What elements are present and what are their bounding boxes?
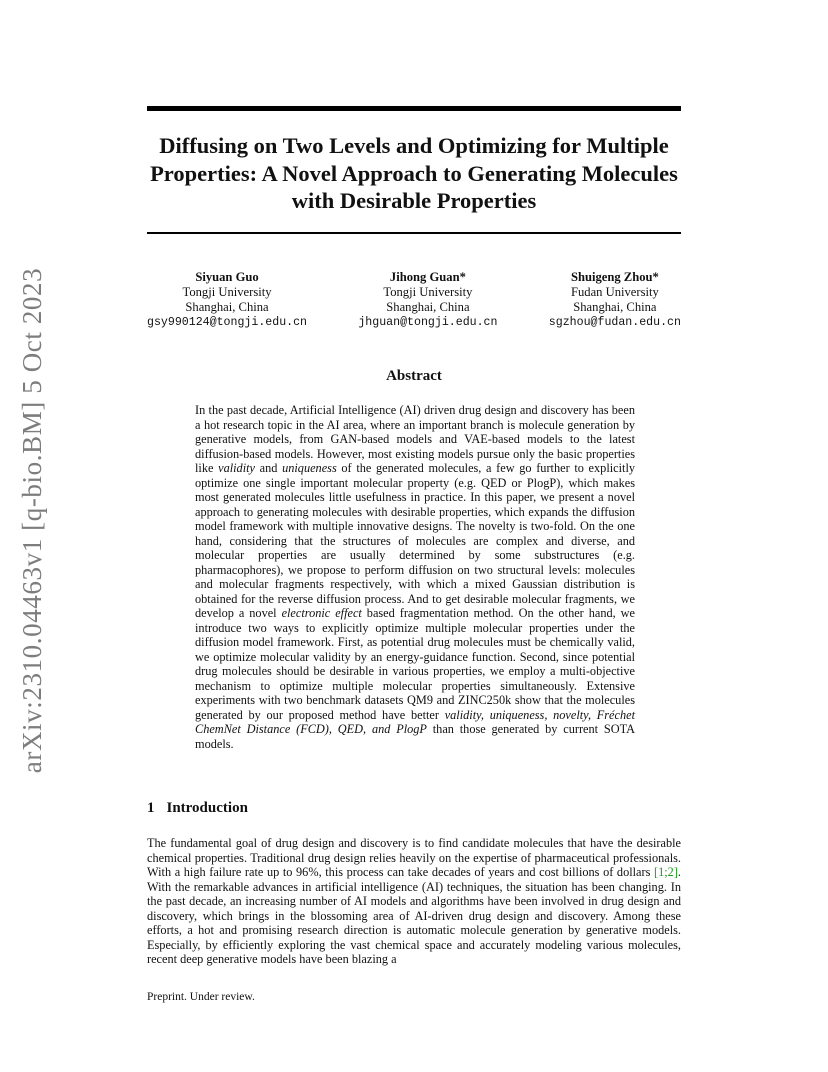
author-location: Shanghai, China	[573, 300, 657, 314]
abstract-part: than those generated by current SOTA models.	[195, 722, 636, 751]
abstract-emphasis: validity	[218, 461, 255, 475]
arxiv-identifier-stamp	[2, 260, 64, 780]
author-location: Shanghai, China	[386, 300, 470, 314]
intro-text: . With the remarkable advances in artificial intelligence (AI) techniques, the situation has been changing. In the past decade, an increasing number of AI models and algorithms have been involved in drug design and discovery, which brings in the blossoming area of AI-driven drug design and discovery. Among these efforts, a hot and promising research direction is automatic molecule generation by generative models. Especially, by efficiently exploring the vast chemical space and accurately modeling various molecules, recent deep generative models have been blazing a	[147, 865, 681, 966]
author-affiliation: Fudan University	[570, 285, 659, 299]
author-name: Jihong Guan*	[389, 270, 466, 284]
author-email[interactable]: gsy990124@tongji.edu.cn	[147, 316, 308, 329]
author-name: Siyuan Guo	[195, 270, 259, 284]
arxiv-id-text: arXiv:2310.04463v1 [q-bio.BM] 5 Oct 2023	[17, 267, 48, 773]
section-number: 1	[147, 800, 155, 816]
abstract-part: In the past decade, Artificial Intelligence (AI) driven drug design and discovery has been a hot research topic in the AI area, where an important branch is molecule generation by generative models, from GAN-based models and VAE-based models to the latest diffusion-based models. However, most existing models pursue only the basic properties like	[195, 403, 635, 475]
abstract-part: and	[255, 461, 283, 475]
abstract-part: of the generated molecules, a few go further to explicitly optimize one single important molecular property (e.g. QED or PlogP), which makes most generated molecules little usefulness in practice. In this paper, we present a novel approach to generating molecules with desirable properties, which expands the diffusion model framework with multiple innovative designs. The novelty is two-fold. On the one hand, considering that the structures of molecules are complex and diverse, and molecular properties are usually determined by some substructures (e.g. pharmacophores), we propose to perform diffusion on two structural levels: molecules and molecular fragments respectively, with which a mixed Gaussian distribution is obtained for the reverse diffusion process. And to get desirable molecular fragments, we develop a novel	[195, 461, 636, 620]
author-email[interactable]: sgzhou@fudan.edu.cn	[548, 316, 681, 329]
author-name: Shuigeng Zhou*	[570, 270, 659, 284]
abstract-emphasis: uniqueness	[282, 461, 337, 475]
abstract-emphasis: electronic effect	[281, 606, 362, 620]
abstract-part: based fragmentation method. On the other hand, we introduce two ways to explicitly optimize multiple molecular properties under the diffusion model framework. First, as potential drug molecules must be chemically valid, we optimize molecular validity by an energy-guidance function. Second, since potential drug molecules should be desirable in various properties, we employ a multi-objective mechanism to optimize multiple molecular properties simultaneously. Extensive experiments with two benchmark datasets QM9 and ZINC250k show that the molecules generated by our proposed method have better	[195, 606, 635, 722]
title-top-rule	[147, 106, 681, 111]
author-2	[358, 270, 497, 330]
introduction-paragraph	[147, 836, 681, 967]
author-affiliation: Tongji University	[182, 285, 272, 299]
author-1	[147, 270, 307, 330]
abstract-heading: Abstract	[386, 368, 442, 384]
author-location: Shanghai, China	[185, 300, 269, 314]
citation-link[interactable]: [1;	[654, 865, 668, 879]
author-3	[549, 270, 681, 330]
abstract-emphasis: validity, uniqueness, novelty, Fréchet ChemNet Distance (FCD), QED, and PlogP	[195, 707, 635, 736]
preprint-footer: Preprint. Under review.	[147, 991, 255, 1003]
author-affiliation: Tongji University	[383, 285, 473, 299]
abstract-text	[195, 403, 635, 751]
section-heading-introduction	[147, 800, 248, 817]
author-email[interactable]: jhguan@tongji.edu.cn	[358, 316, 498, 329]
intro-text: The fundamental goal of drug design and discovery is to find candidate molecules that have the desirable chemical properties. Traditional drug design relies heavily on the expertise of pharmaceutical professionals. With a high failure rate up to 96%, this process can take decades of years and cost billions of dollars	[147, 836, 681, 879]
author-block	[147, 270, 681, 330]
citation-link[interactable]: 2]	[667, 865, 678, 879]
paper-title: Diffusing on Two Levels and Optimizing for Multiple Properties: A Novel Approach to Generating Molecules with Desirable Properties	[150, 133, 678, 213]
section-title: Introduction	[166, 800, 248, 816]
title-bottom-rule	[147, 232, 681, 234]
